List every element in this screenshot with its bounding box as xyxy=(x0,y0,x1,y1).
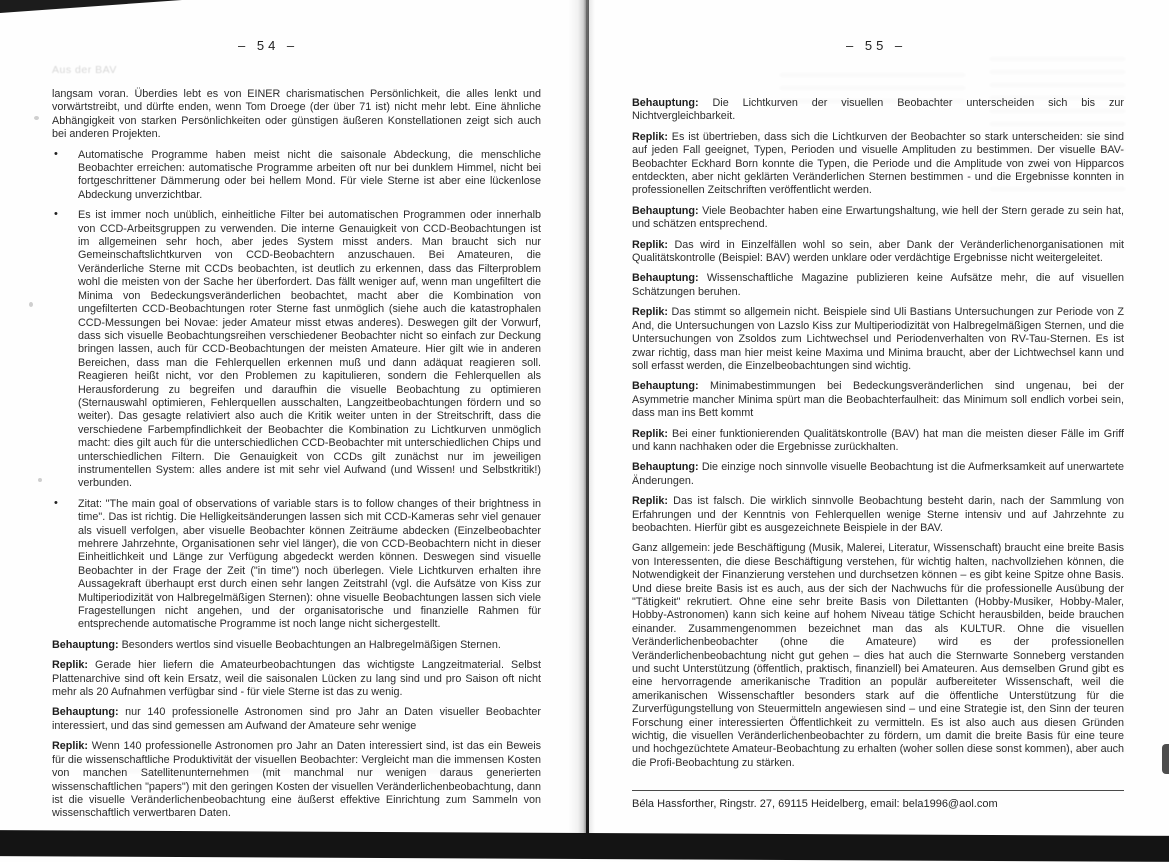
paragraph-lead: Behauptung: xyxy=(632,461,699,474)
paragraph-lead: Replik: xyxy=(632,306,668,319)
paragraph-lead: Replik: xyxy=(632,495,668,508)
claim-reply-paragraph: Replik: Das ist falsch. Die wirklich sinnvolle Beobachtung besteht darin, nach der Sammlung von Erfahrungen und der Kenntnis von Fehlerquellen wenige Sterne intensiv und auf Jahrzehnte zu beobachten. Hierfür gibt es ausgezeichnete Beispiele in der BAV. xyxy=(632,495,1124,534)
scan-bottom-bar xyxy=(0,830,1169,862)
bullet-list xyxy=(52,149,541,632)
claim-reply-paragraph: Behauptung: nur 140 professionelle Astronomen sind pro Jahr an Daten visueller Beobachter interessiert, und das sind gemessen am Aufwand der Amateure sehr wenige xyxy=(52,706,541,732)
book-spine-fade xyxy=(588,0,595,834)
paragraph-lead: Replik: xyxy=(52,740,88,753)
scan-speck xyxy=(38,478,42,482)
bullet-item: • Automatische Programme haben meist nicht die saisonale Abdeckung, die menschliche Beobachter erreichen: automatische Programme arbeiten oft nur bei dunklem Himmel, nicht bei fortgeschrittener Dämmerung oder bei hellem Mond. Für viele Sterne ist aber eine lückenlose Abdeckung unverzichtbar. xyxy=(78,149,541,203)
claim-reply-paragraph: Behauptung: Wissenschaftliche Magazine publizieren keine Aufsätze mehr, die auf visuellen Schätzungen beruhen. xyxy=(632,272,1124,298)
claim-reply-paragraph: Replik: Es ist übertrieben, dass sich die Lichtkurven der Beobachter so stark unterscheiden: sie sind auf jeden Fall geeignet, Typen, Perioden und visuelle Amplituden zu bestimmen. Der visuelle BAV-Beobachter Eckhard Born konnte die Typen, die Periode und die Amplitude von zwei von Hipparcos entdeckten, aber nicht geklärten Veränderlichen Sternen bestimmen - und die Ergebnisse konnten in professionellen Zeitschriften veröffentlicht werden. xyxy=(632,130,1124,197)
scan-corner-artifact xyxy=(0,0,182,13)
paragraph-lead: Behauptung: xyxy=(52,706,119,719)
paragraph-lead: Replik: xyxy=(632,427,668,440)
paragraph-lead: Behauptung: xyxy=(632,97,699,109)
claim-reply-paragraph: Replik: Wenn 140 professionelle Astronomen pro Jahr an Daten interessiert sind, ist das ein Beweis für die wissenschaftliche Produktivität der visuellen Beobachter: Vergleicht man die immensen Kosten von manchen Satellitenunternehmen (mit manchmal nur wenigen daraus generierten wissenschaftlichen "papers") mit den geringen Kosten der visuellen Veränderlichenbeobachtung, dann ist die visuelle Veränderlichenbeobachtung eine äußerst effektive Einrichtung zum Sammeln von wissenschaftlich verwertbaren Daten. xyxy=(52,740,541,820)
book-spine-shadow xyxy=(568,0,586,834)
claim-reply-paragraph: Behauptung: Viele Beobachter haben eine Erwartungshaltung, wie hell der Stern gerade zu sein hat, und schätzen entsprechend. xyxy=(632,204,1124,231)
page-number-left: – 54 – xyxy=(238,38,299,53)
paragraph-lead: Behauptung: xyxy=(632,204,699,217)
claim-reply-paragraph: Behauptung: Die einzige noch sinnvolle visuelle Beobachtung ist die Aufmerksamkeit auf unerwartete Änderungen. xyxy=(632,461,1124,487)
claim-reply-paragraph: Replik: Gerade hier liefern die Amateurbeobachtungen das wichtigste Langzeitmaterial. Selbst Plattenarchive sind oft kein Ersatz, weil die saisonalen Lücken zu lang sind und pro Saison oft nicht mehr als 20 Aufnahmen verfügbar sind - für viele Sterne ist das zu wenig. xyxy=(52,659,541,699)
claim-reply-paragraph: Replik: Bei einer funktionierenden Qualitätskontrolle (BAV) hat man die meisten dieser Fälle im Griff und kann nachhaken oder die Ergebnisse zurückhalten. xyxy=(632,427,1124,453)
paragraph-lead: Replik: xyxy=(52,659,88,672)
bullet-item: • Zitat: "The main goal of observations of variable stars is to follow changes of their brightness in time". Das ist richtig. Die Helligkeitsänderungen lassen sich mit CCD-Kameras sehr viel genauer als visuell verfolgen, aber visuelle Beobachter können Zeiträume abdecken (Einzelbeobachter mehrere Jahrzehnte, Organisationen sehr viel länger), die von CCD-Beobachtern nicht in dieser Einheitlichkeit und Länge zur Verfügung abgedeckt werden können. Deswegen sind visuelle Beobachter in der Frage der Zeit ("in time") noch überlegen. Viele Lichtkurven erhalten ihre Aussagekraft überhaupt erst durch einen sehr langen Zeitstrahl (vgl. die Aufsätze von Kiss zur Multiperiodizität von Halbregelmäßigen Sternen): ohne visuelle Beobachtungen lassen sich viele Fragestellungen nicht angehen, und der organisatorische und finanzielle Rahmen für entsprechende automatische Programme ist noch lange nicht sichergestellt. xyxy=(78,498,541,632)
claim-reply-paragraph: Replik: Das stimmt so allgemein nicht. Beispiele sind Uli Bastians Untersuchungen zur Periode von Z And, die Untersuchungen von Lazslo Kiss zur Multiperiodizität von Halbregelmäßigen Sternen, und die Untersuchungen von Zsoldos zum Lichtwechsel und Periodenverhalten von RV-Tau-Sternen. Es ist zwar richtig, dass man hier meist keine Maxima und Minima braucht, aber der Lichtwechsel kann und soll erfasst werden, die Einzelbeobachtungen sind wichtig. xyxy=(632,306,1124,372)
claim-reply-paragraph: Behauptung: Die Lichtkurven der visuellen Beobachter unterscheiden sich bis zur Nichtvergleichbarkeit. xyxy=(632,97,1124,123)
claim-reply-section xyxy=(632,97,1124,535)
page-54 xyxy=(52,88,541,828)
closing-paragraph: Ganz allgemein: jede Beschäftigung (Musik, Malerei, Literatur, Wissenschaft) braucht eine breite Basis von Interessenten, die diese Beschäftigung verstehen, für wichtig halten, nachvollziehen können, die Notwendigkeit der Finanzierung verstehen und durchsetzen können – es gibt keine Spitze ohne Basis. Und diese breite Basis ist es auch, aus der sich der Nachwuchs für die professionelle Ausübung der "Tätigkeit" rekrutiert. Ohne eine sehr breite Basis von Dilettanten (Hobby-Musiker, Hobby-Maler, Hobby-Astronomen) kann sich keine auf hohem Niveau tätige Schicht herausbilden, beide brauchen einander. Zusammengenommen bezeichnet man das als KULTUR. Ohne die visuellen Veränderlichenbeobachter (ohne die Amateure) wird es der professionellen Veränderlichenbeobachtung nicht gut gehen – dies hat auch die Sternwarte Sonneberg verstanden und sucht Unterstützung (öffentlich, praktisch, finanziell) bei Amateuren. Aus demselben Grund gibt es eine hervorragende amerikanische Tradition an populär aufbereiteter Wissenschaft, weil die amerikanischen Wissenschaftler besonders stark auf die öffentliche Unterstützung für die Zurverfügungstellung von Steuermitteln angewiesen sind – und eine Strategie ist, den Sinn der teuren Forschung einer interessierten Öffentlichkeit zu vermitteln. Es ist also auch aus diesen Gründen wichtig, die visuellen Veränderlichenbeobachter zu fördern, um damit die breite Basis für eine teure und hochgezüchtete Amateur-Beobachtung zu erhalten (woher sollen diese sonst kommen), aber auch die Profi-Beobachtung zu stärken. xyxy=(632,542,1124,769)
claim-reply-paragraph: Behauptung: Besonders wertlos sind visuelle Beobachtungen an Halbregelmäßigen Sternen. xyxy=(52,638,501,651)
scan-speck xyxy=(34,116,39,120)
scan-speck xyxy=(29,302,33,307)
paragraph-lead: Behauptung: xyxy=(52,638,119,651)
paragraph-lead: Replik: xyxy=(632,130,668,143)
paragraph-lead: Replik: xyxy=(632,238,668,251)
page-55 xyxy=(632,97,1124,812)
claim-reply-paragraph: Behauptung: Minimabestimmungen bei Bedeckungsveränderlichen sind ungenau, bei der Asymmetrie mancher Minima spürt man die Beobachterfaulheit: das Minimum soll endlich vorbei sein, dass man ins Bett kommt xyxy=(632,380,1124,420)
paragraph-lead: Behauptung: xyxy=(632,380,699,393)
author-contact-line: Béla Hassforther, Ringstr. 27, 69115 Heidelberg, email: bela1996@aol.com xyxy=(632,798,998,811)
intro-paragraph: langsam voran. Überdies lebt es von EINER charismatischen Persönlichkeit, die alles lenkt und vorwärtstreibt, und dürfte enden, wenn Tom Droege (der über 71 ist) nicht mehr lebt. Eine ähnliche Abhängigkeit von starken Persönlichkeiten oder günstigen äußeren Konstellationen zeigt sich auch bei anderen Projekten. xyxy=(52,88,541,141)
bleed-through-text: Aus der BAV xyxy=(52,64,117,76)
scan-edge-mark xyxy=(1162,744,1169,774)
page-number-right: – 55 – xyxy=(846,38,907,53)
claim-reply-section xyxy=(52,639,541,821)
bullet-item: • Es ist immer noch unüblich, einheitliche Filter bei automatischen Programmen oder innerhalb von CCD-Arbeitsgruppen zu verwenden. Die interne Genauigkeit von CCD-Beobachtungen ist im allgemeinen sehr hoch, aber jedes System misst anders. Man braucht sich nur Gemeinschaftslichtkurven von CCD-Beobachtern anzuschauen. Bei Amateuren, die Veränderliche Sterne mit CCDs beobachten, ist deutlich zu erkennen, dass das Filterproblem wohl die meisten von der Sache her überfordert. Das fällt weniger auf, wenn man ungefiltert die Minima von Bedeckungsveränderlichen beobachtet, macht aber die Kombination von ungefilterten CCD-Beobachtungen roter Sterne fast unmöglich (siehe auch die katastrophalen CCD-Messungen bei Novae: jeder Amateur misst etwas anderes). Deswegen gilt der Vorwurf, dass sich visuelle Beobachtungsreihen verschiedener Beobachter nicht so einfach zur Deckung bringen lassen, auch für CCD-Beobachtungen der meisten Amateure. Hier gilt wie in anderen Bereichen, dass man die Fehlerquellen erkennen muß und dann adäquat reagieren soll. Reagieren heißt nicht, vor den Problemen zu kapitulieren, sondern die Fehlerquellen als Herausforderung zu begreifen und daraufhin die visuelle Beobachtung zu optimieren (Sternauswahl optimieren, Fehlerquellen ausschalten, Langzeitbeobachtungen fördern und so weiter). Das gesagte relativiert also auch die Kritik weiter unten in der Streitschrift, dass die verschiedene Farbempfindlichkeit der Beobachter die Kombination zu Lichtkurven unmöglich macht: dies gilt auch für die unterschiedlichen CCD-Beobachter mit unterschiedlichen Chips und unterschiedlichen Filtern. Die Genauigkeit von CCDs gilt zunächst nur im jeweiligen instrumentellen System: alles andere ist mit sehr viel Aufwand (und Wissen! und Selbstkritik!) verbunden. xyxy=(78,209,541,491)
paragraph-lead: Behauptung: xyxy=(632,272,699,285)
claim-reply-paragraph: Replik: Das wird in Einzelfällen wohl so sein, aber Dank der Veränderlichenorganisationen mit Qualitätskontrolle (Beispiel: BAV) werden unklare oder verdächtige Ergebnisse nicht weitergeleitet. xyxy=(632,238,1124,265)
footer-rule xyxy=(632,790,1124,791)
